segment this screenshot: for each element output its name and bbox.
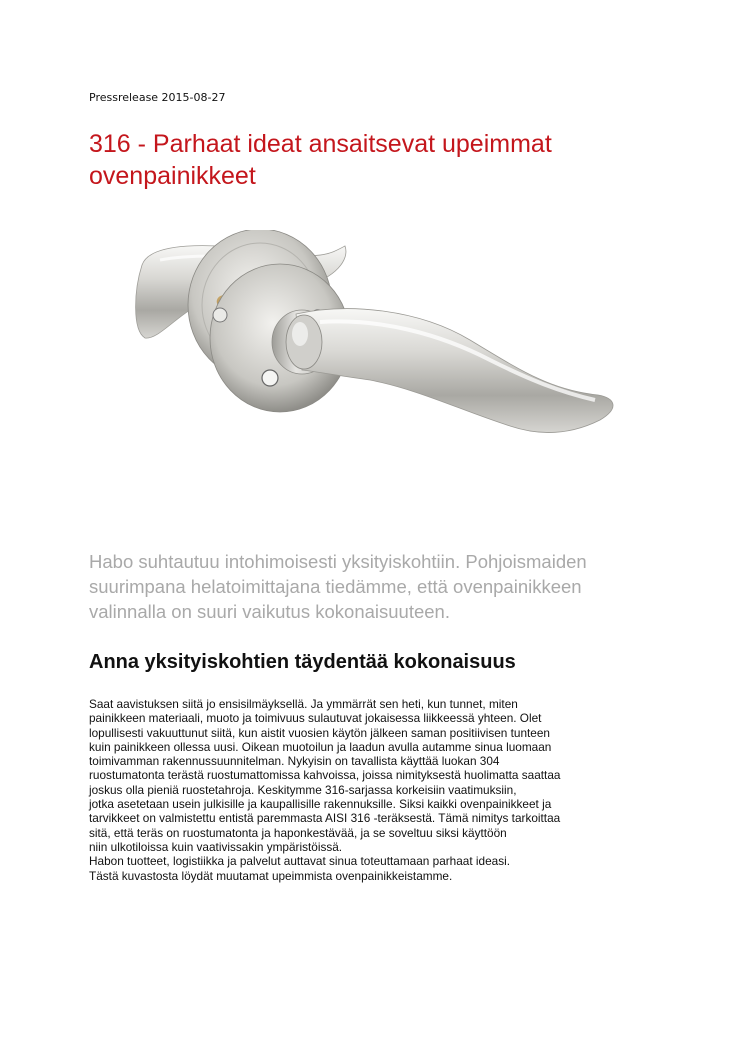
- body-line: kuin painikkeen ollessa uusi. Oikean muotoilun ja laadun avulla autamme sinua luomaan: [89, 739, 552, 754]
- body-line: tarvikkeet on valmistettu entistä paremmasta AISI 316 -teräksestä. Tämä nimitys tarkoittaa: [89, 811, 561, 826]
- body-line: lopullisesti vakuuttunut siitä, kun aistit vuosien käytön jälkeen saman positiivisen tunteen: [89, 725, 550, 740]
- title-line-1: 316 - Parhaat ideat ansaitsevat upeimmat: [89, 130, 552, 158]
- body-line: painikkeen materiaali, muoto ja toimivuus sulautuvat jokaisessa liikkeessä yhteen. Olet: [89, 711, 542, 726]
- press-release-date: Pressrelease 2015-08-27: [89, 91, 226, 104]
- body-line: Tästä kuvastosta löydät muutamat upeimmista ovenpainikkeistamme.: [89, 868, 453, 883]
- page-title: [89, 128, 689, 192]
- lead-paragraph: [89, 549, 669, 624]
- body-line: Saat aavistuksen siitä jo ensisilmäyksellä. Ja ymmärrät sen heti, kun tunnet, miten: [89, 697, 518, 711]
- body-line: sitä, että teräs on ruostumatonta ja haponkestävää, ja se soveltuu siksi käyttöön: [89, 825, 507, 840]
- title-line-2: ovenpainikkeet: [89, 162, 256, 190]
- door-handle-photo: [120, 230, 630, 480]
- body-line: Habon tuotteet, logistiikka ja palvelut auttavat sinua toteuttamaan parhaat ideasi.: [89, 854, 511, 869]
- body-line: jotka asetetaan usein julkisille ja kaupallisille rakennuksille. Siksi kaikki ovenpainikkeet ja: [89, 797, 552, 812]
- lead-line-3: valinnalla on suuri vaikutus kokonaisuuteen.: [89, 601, 450, 622]
- section-heading: Anna yksityiskohtien täydentää kokonaisuus: [89, 651, 516, 673]
- body-line: joskus olla pieniä ruostetahroja. Keskitymme 316-sarjassa korkeisiin vaatimuksiin,: [89, 782, 517, 797]
- body-line: toimivamman rakennussuunnitelman. Nykyisin on tavallista käyttää luokan 304: [89, 754, 500, 769]
- body-line: niin ulkotiloissa kuin vaativissakin ympäristöissä.: [89, 839, 343, 854]
- lead-line-1: Habo suhtautuu intohimoisesti yksityiskohtiin. Pohjoismaiden: [89, 551, 587, 572]
- body-paragraph: [89, 697, 669, 883]
- lead-line-2: suurimpana helatoimittajana tiedämme, että ovenpainikkeen: [89, 576, 582, 597]
- body-line: ruostumatonta terästä ruostumattomissa kahvoissa, joissa nimityksestä huolimatta saattaa: [89, 768, 561, 783]
